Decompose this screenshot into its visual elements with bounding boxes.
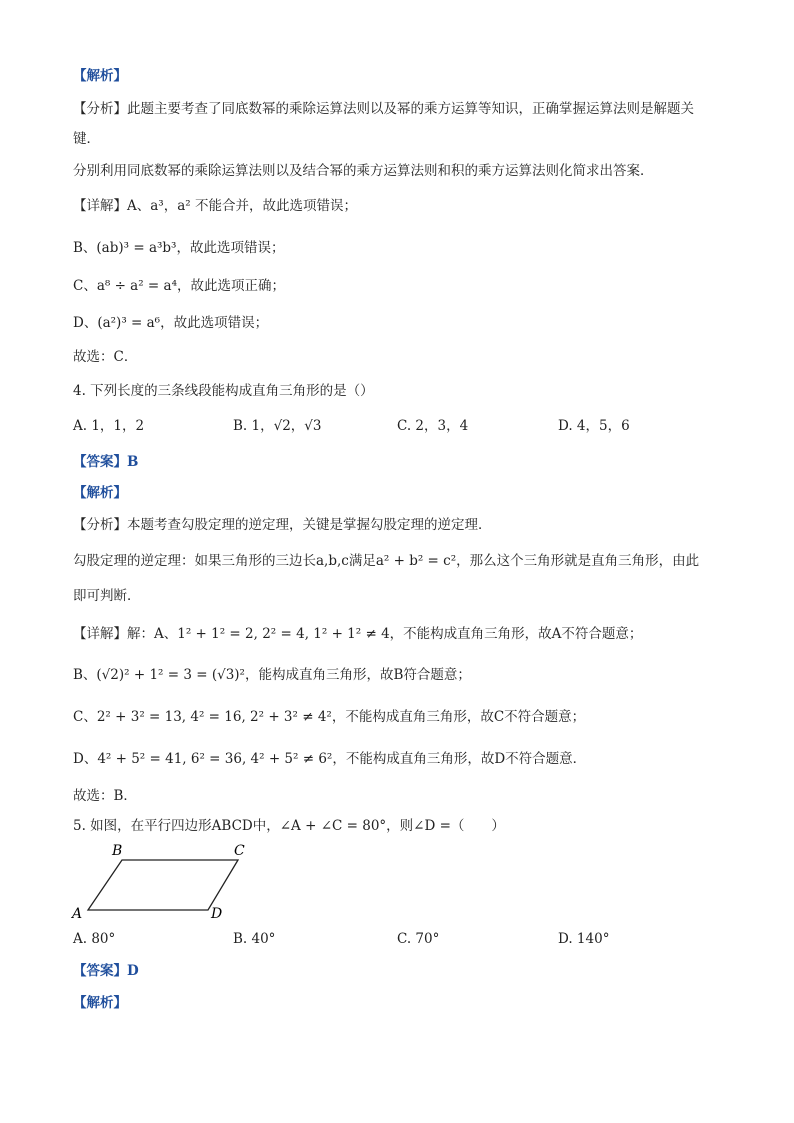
section-tag-jiexi-3: 【解析】 bbox=[73, 995, 127, 1011]
section-tag-jiexi: 【解析】 bbox=[73, 68, 127, 84]
q5-option-b: B. 40° bbox=[233, 931, 276, 947]
detail-q4-d: D、4² + 5² = 41, 6² = 36, 4² + 5² ≠ 6²，不能构成直角三角形，故D不符合题意． bbox=[73, 751, 587, 767]
q4-option-a: A. 1，1，2 bbox=[73, 418, 145, 434]
theorem-text-cont: 即可判断． bbox=[73, 588, 141, 604]
detail-q4-c: C、2² + 3² = 13, 4² = 16, 2² + 3² ≠ 4²，不能构成直角三角形，故C不符合题意； bbox=[73, 709, 586, 725]
answer-tag: 【答案】B bbox=[73, 454, 139, 470]
analysis-text-q4: 【分析】本题考查勾股定理的逆定理，关键是掌握勾股定理的逆定理． bbox=[73, 517, 492, 533]
detail-option-a: 【详解】A、a³，a² 不能合并，故此选项错误； bbox=[73, 198, 357, 214]
detail-q4-b: B、(√2)² + 1² = 3 = (√3)²，能构成直角三角形，故B符合题意； bbox=[73, 667, 471, 683]
q4-option-b: B. 1，√2，√3 bbox=[233, 418, 322, 434]
analysis-text: 【分析】此题主要考查了同底数幂的乘除运算法则以及幂的乘方运算等知识，正确掌握运算法则是解题关 bbox=[73, 101, 694, 117]
question-5-stem: 5. 如图，在平行四边形ABCD中，∠A + ∠C = 80°，则∠D =（ ） bbox=[73, 818, 505, 834]
q5-option-c: C. 70° bbox=[397, 931, 440, 947]
answer-tag-q5: 【答案】D bbox=[73, 963, 139, 979]
vertex-label-c: C bbox=[234, 843, 245, 859]
section-tag-jiexi-2: 【解析】 bbox=[73, 485, 127, 501]
q4-option-d: D. 4，5，6 bbox=[558, 418, 630, 434]
q5-option-d: D. 140° bbox=[558, 931, 610, 947]
q4-option-c: C. 2，3，4 bbox=[397, 418, 469, 434]
detail-option-d: D、(a²)³ = a⁶，故此选项错误； bbox=[73, 315, 269, 331]
theorem-text: 勾股定理的逆定理：如果三角形的三边长a,b,c满足a² + b² = c²，那么这个三角形就是直角三角形，由此 bbox=[73, 553, 700, 569]
parallelogram-shape bbox=[88, 860, 238, 910]
detail-option-c: C、a⁸ ÷ a² = a⁴，故此选项正确； bbox=[73, 278, 285, 294]
question-4-stem: 4. 下列长度的三条线段能构成直角三角形的是（） bbox=[73, 383, 374, 399]
method-text: 分别利用同底数幂的乘除运算法则以及结合幂的乘方运算法则和积的乘方运算法则化简求出答案． bbox=[73, 163, 654, 179]
detail-q4-a: 【详解】解：A、1² + 1² = 2, 2² = 4, 1² + 1² ≠ 4，不能构成直角三角形，故A不符合题意； bbox=[73, 626, 643, 642]
analysis-text-cont: 键． bbox=[73, 131, 100, 147]
choice-line-q4: 故选：B． bbox=[73, 788, 137, 804]
vertex-label-a: A bbox=[72, 906, 83, 922]
vertex-label-b: B bbox=[112, 843, 123, 859]
q5-option-a: A. 80° bbox=[73, 931, 116, 947]
vertex-label-d: D bbox=[211, 906, 223, 922]
detail-option-b: B、(ab)³ = a³b³，故此选项错误； bbox=[73, 240, 285, 256]
parallelogram-figure bbox=[70, 840, 260, 925]
choice-line: 故选：C． bbox=[73, 349, 138, 365]
